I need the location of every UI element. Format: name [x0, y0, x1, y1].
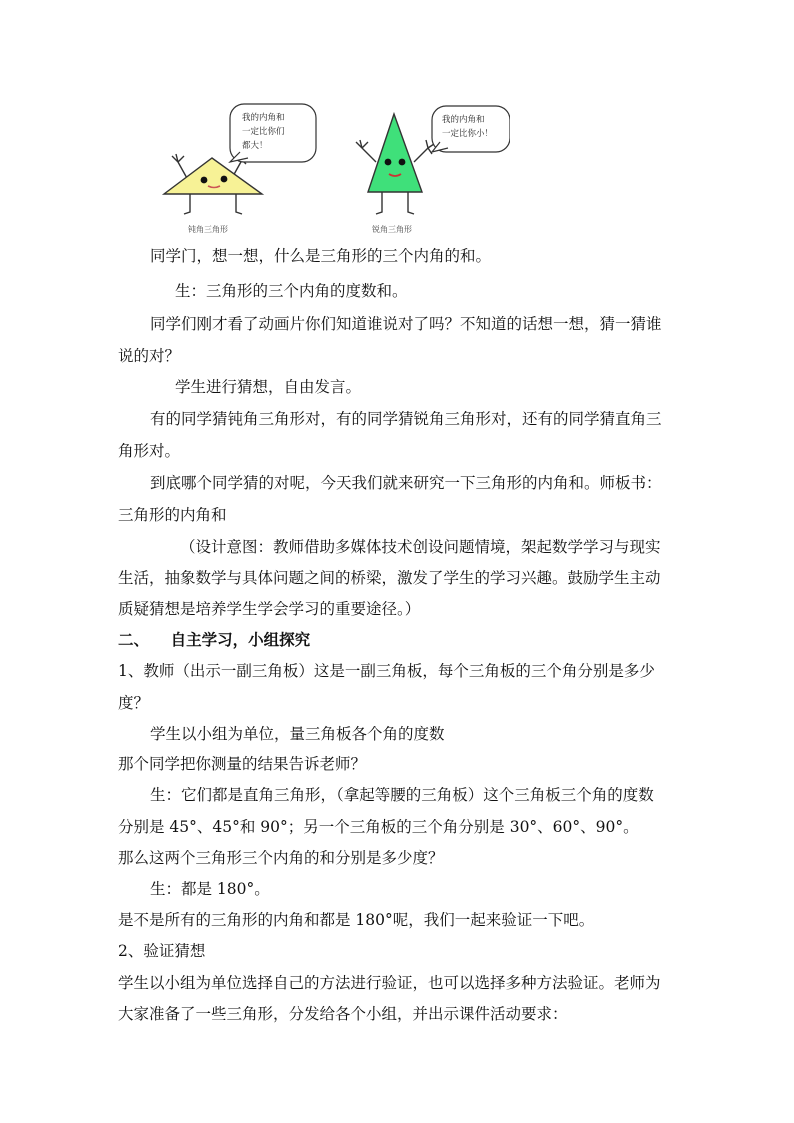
text-line: 三角形的内角和 [118, 506, 227, 524]
left-bubble-line-3: 都大！ [242, 141, 268, 151]
triangle-cartoon-illustration [150, 100, 510, 240]
text-line: 2、验证猜想 [118, 942, 206, 960]
text-line: 是不是所有的三角形的内角和都是 180°呢，我们一起来验证一下吧。 [118, 911, 595, 929]
text-line: 1、教师（出示一副三角板）这是一副三角板，每个三角板的三个角分别是多少 [118, 662, 655, 680]
text-line: 到底哪个同学猜的对呢，今天我们就来研究一下三角形的内角和。师板书： [150, 474, 662, 492]
text-line: 生：它们都是直角三角形，（拿起等腰的三角板）这个三角板三个角的度数 [150, 786, 654, 804]
text-line: 那么这两个三角形三个内角的和分别是多少度？ [118, 849, 444, 867]
text-line: 那个同学把你测量的结果告诉老师？ [118, 755, 367, 773]
acute-triangle-character [356, 106, 510, 234]
text-line: 质疑猜想是培养学生学会学习的重要途径。） [118, 600, 421, 618]
left-bubble-line-2: 一定比你们 [242, 127, 285, 137]
right-bubble-line-2: 一定比你小！ [442, 129, 494, 139]
left-bubble-line-1: 我的内角和 [242, 113, 285, 123]
text-line: 生活，抽象数学与具体问题之间的桥梁，激发了学生的学习兴趣。鼓励学生主动 [118, 569, 661, 587]
right-caption: 锐角三角形 [372, 225, 412, 234]
right-bubble-line-1: 我的内角和 [442, 115, 485, 125]
text-line: 分别是 45°、45°和 90°；另一个三角板的三个角分别是 30°、60°、90°。 [118, 818, 639, 836]
left-caption: 钝角三角形 [188, 225, 228, 234]
text-line: （设计意图：教师借助多媒体技术创设问题情境，架起数学学习与现实 [180, 538, 661, 556]
text-line: 生：都是 180°。 [150, 880, 270, 898]
text-line: 生：三角形的三个内角的度数和。 [175, 282, 408, 300]
triangle-cartoon-svg [150, 100, 510, 240]
text-line: 说的对？ [118, 347, 181, 365]
text-line: 有的同学猜钝角三角形对，有的同学猜锐角三角形对，还有的同学猜直角三 [150, 410, 662, 428]
text-line: 大家准备了一些三角形，分发给各个小组，并出示课件活动要求： [118, 1005, 568, 1023]
text-line: 同学们刚才看了动画片你们知道谁说对了吗？不知道的话想一想，猜一猜谁 [150, 315, 662, 333]
text-line: 学生以小组为单位选择自己的方法进行验证，也可以选择多种方法验证。老师为 [118, 974, 661, 992]
text-line: 学生进行猜想，自由发言。 [175, 378, 362, 396]
obtuse-triangle-character [164, 104, 316, 234]
text-line: 角形对。 [118, 442, 181, 460]
text-line: 度？ [118, 694, 150, 712]
text-line: 学生以小组为单位，量三角板各个角的度数 [150, 725, 445, 743]
section-heading: 二、 自主学习，小组探究 [118, 630, 311, 649]
text-line: 同学门，想一想，什么是三角形的三个内角的和。 [150, 247, 492, 265]
